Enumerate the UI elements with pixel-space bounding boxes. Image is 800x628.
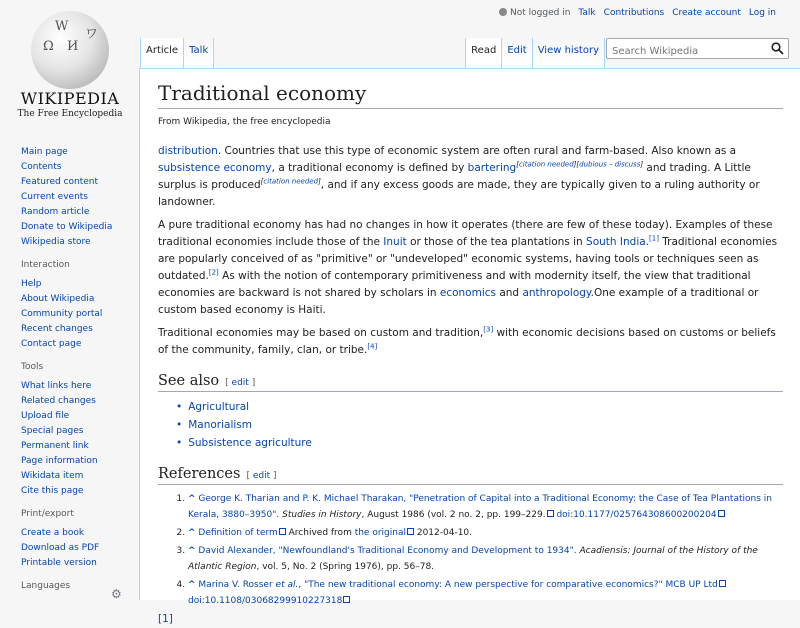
sidebar-link[interactable]: Permanent link (21, 441, 89, 451)
sidebar-item-help[interactable] (21, 277, 140, 292)
doi-link[interactable]: doi (188, 596, 202, 606)
sidebar-link[interactable]: Recent changes (21, 324, 93, 334)
text: and trading. A Little surplus is produced (158, 162, 751, 191)
sidebar-link[interactable]: Page information (21, 456, 98, 466)
talk-link[interactable]: Talk (578, 8, 596, 18)
section-edit: [ edit ] (246, 471, 277, 481)
edit-section-link[interactable]: edit (252, 471, 271, 481)
external-link-icon (407, 528, 414, 535)
page-title: Traditional economy (158, 81, 783, 109)
sidebar-item-community-portal[interactable] (21, 307, 140, 322)
sidebar-link[interactable]: Random article (21, 207, 90, 217)
sidebar-item-donate[interactable] (21, 220, 140, 235)
link-bartering[interactable]: bartering (467, 162, 517, 174)
sidebar-item-permanent-link[interactable] (21, 439, 140, 454)
sidebar-item-contents[interactable] (21, 160, 140, 175)
not-logged-in (499, 8, 570, 18)
sidebar-link[interactable]: Contents (21, 162, 62, 172)
wikipedia-logo[interactable] (0, 0, 140, 130)
reference-item (188, 577, 783, 609)
text: , a traditional economy is defined by (271, 162, 468, 174)
tab-article[interactable]: Article (140, 38, 183, 68)
sidebar-link[interactable]: Featured content (21, 177, 99, 187)
section-heading-see-also (158, 373, 783, 392)
user-icon (499, 8, 507, 16)
sidebar-link[interactable]: Current events (21, 192, 88, 202)
external-link-icon (547, 510, 554, 517)
backlink-caret[interactable]: ^ (188, 580, 196, 590)
sidebar-item-random-article[interactable] (21, 205, 140, 220)
sidebar-item-cite-this-page[interactable] (21, 484, 140, 499)
reference-external-link[interactable] (198, 580, 717, 590)
sidebar-print-export (21, 509, 140, 571)
sidebar-item-current-events[interactable] (21, 190, 140, 205)
sidebar (0, 140, 140, 603)
puzzle-globe-icon (31, 11, 109, 89)
sidebar-link[interactable]: What links here (21, 381, 92, 391)
sidebar-link[interactable]: About Wikipedia (21, 294, 95, 304)
log-in-link[interactable]: Log in (748, 8, 776, 18)
text: , "The new traditional economy: A new perspective for comparative economics?" MCB UP Ltd (298, 580, 718, 590)
link-manorialism[interactable]: Manorialism (188, 419, 252, 431)
external-link-icon (343, 596, 350, 603)
sidebar-interaction (21, 260, 140, 352)
sidebar-heading-print-export: Print/export (21, 509, 74, 519)
text: et al. (275, 580, 299, 590)
section-title: See also (158, 373, 220, 389)
text: or those of the tea plantations in (406, 236, 587, 248)
gear-icon[interactable]: ⚙ (111, 587, 122, 601)
sidebar-link[interactable]: Donate to Wikipedia (21, 222, 113, 232)
globe-glyph: И (67, 39, 79, 54)
link-inuit[interactable]: Inuit (383, 236, 407, 248)
dubious-link[interactable]: dubious – discuss (579, 160, 641, 169)
text: , August 1986 (vol. 2 no. 2, pp. 199–229. (361, 510, 546, 520)
view-tabs (465, 38, 605, 68)
reference-journal: Acadiensis: Journal of the History of the Atlantic Region (188, 546, 758, 572)
doi-value-link[interactable]: :10.1108/03068299910227318 (201, 596, 343, 606)
tab-read[interactable]: Read (465, 38, 501, 68)
sidebar-link[interactable]: Wikipedia store (21, 237, 91, 247)
namespace-tabs (140, 38, 214, 68)
reference-item (188, 491, 783, 523)
text: 2012-04-10. (413, 528, 473, 538)
sidebar-link[interactable]: Download as PDF (21, 543, 100, 553)
section-edit: [ edit ] (225, 378, 256, 388)
reference-item (188, 543, 783, 575)
sidebar-link[interactable]: Contact page (21, 339, 82, 349)
sidebar-link[interactable]: Wikidata item (21, 471, 84, 481)
reference-external-link[interactable]: David Alexander, "Newfoundland's Traditional Economy and Development to 1934". (198, 546, 577, 556)
sidebar-item-about[interactable] (21, 292, 140, 307)
sidebar-item-contact-page[interactable] (21, 337, 140, 352)
sidebar-item-store[interactable] (21, 235, 140, 250)
not-logged-in-label: Not logged in (510, 8, 571, 18)
citation-needed-tag: [citation needed] (260, 177, 321, 186)
sidebar-link[interactable]: Special pages (21, 426, 84, 436)
globe-glyph: W (55, 19, 69, 34)
paragraph-2: A pure traditional economy has had no changes in how it operates (there are few of these today). Examples of these traditional economies include those of the Inuit or those of the tea plantations in South India.[1] Traditional economies are popularly conceived of as "primitive" or "undeveloped" economic systems, having tools or techniques seen as outdated.[2] As with the notion of contemporary primitiveness and with modernity itself, the view that traditional economies are backward is not shared by scholars in economics and anthropology.One example of a traditional or custom based economy is Haiti. (158, 219, 778, 316)
sidebar-link[interactable]: Cite this page (21, 486, 84, 496)
link-agricultural[interactable]: Agricultural (188, 401, 250, 413)
link-subsistence-agriculture[interactable]: Subsistence agriculture (188, 437, 312, 449)
citation-needed-tag: [citation needed] (516, 160, 577, 169)
search-icon[interactable] (771, 42, 784, 55)
link-subsistence-economy[interactable]: subsistence economy (158, 162, 272, 174)
sidebar-tools (21, 362, 140, 499)
reference-link-3[interactable]: [3] (483, 325, 494, 334)
reference-item (188, 525, 783, 541)
contributions-link[interactable]: Contributions (603, 8, 665, 18)
globe-glyph: ワ (85, 27, 99, 42)
text: . Countries that use this type of economic system are often rural and farm-based. Also known as a (217, 145, 737, 157)
text: Marina V. Rosser (198, 580, 276, 590)
text: A pure traditional economy has had no changes in how it operates (there are few of these today). Examples of these traditional economies include those of the (158, 219, 773, 248)
tab-talk[interactable]: Talk (183, 38, 214, 68)
sidebar-heading-tools: Tools (21, 362, 44, 372)
link-south-india[interactable]: South India (586, 236, 646, 248)
search-box (606, 38, 789, 59)
create-account-link[interactable]: Create account (672, 8, 741, 18)
text: .One example of a traditional or custom based economy is Haiti. (158, 287, 759, 316)
article-body (158, 143, 783, 628)
list-item (176, 416, 783, 434)
list-item (176, 398, 783, 416)
doi-value-link[interactable]: :10.1177/025764308600200204 (570, 510, 717, 520)
original-link[interactable]: the original (354, 528, 406, 538)
sidebar-link[interactable]: Main page (21, 147, 68, 157)
reference-external-link[interactable]: George K. Tharian and P. K. Michael Tharakan, "Penetration of Capital into a Traditional Economy: the Case of Tea Plantations in Kerala, 3880–3950". (188, 494, 772, 520)
sidebar-item-what-links-here[interactable] (21, 379, 140, 394)
wikipedia-wordmark: WIKIPEDIA (20, 89, 120, 108)
footnote-link[interactable]: [1] (158, 613, 173, 625)
link-economics[interactable]: economics (439, 287, 496, 299)
sidebar-languages (21, 581, 140, 593)
text: As with the notion of contemporary primitiveness and with modernity itself, the view that traditional economies are backward is not shared by scholars in (158, 270, 751, 299)
sidebar-item-recent-changes[interactable] (21, 322, 140, 337)
sidebar-item-featured-content[interactable] (21, 175, 140, 190)
text: , and if any excess goods are made, they are typically given to a ruling authority or landowner. (158, 179, 760, 208)
text: Archived from (285, 528, 355, 538)
sidebar-link[interactable]: Help (21, 279, 42, 289)
sidebar-item-main-page[interactable] (21, 145, 140, 160)
citation-needed-link[interactable]: citation needed (518, 160, 574, 169)
sidebar-link[interactable]: Printable version (21, 558, 97, 568)
sidebar-item-upload-file[interactable] (21, 409, 140, 424)
backlink-caret[interactable]: ^ (188, 528, 196, 538)
sidebar-link[interactable]: Create a book (21, 528, 85, 538)
sidebar-heading-interaction: Interaction (21, 260, 70, 270)
sidebar-item-related-changes[interactable] (21, 394, 140, 409)
reference-journal: Studies in History (282, 510, 362, 520)
sidebar-link[interactable]: Community portal (21, 309, 103, 319)
text: with economic decisions based on customs or beliefs of the community, family, clan, or tribe. (158, 327, 776, 356)
external-link-icon (279, 528, 286, 535)
dubious-tag: [dubious – discuss] (576, 160, 644, 169)
citation-needed-link[interactable]: citation needed (263, 177, 319, 186)
backlink-caret[interactable]: ^ (188, 546, 196, 556)
external-link-icon (718, 510, 725, 517)
text: and (496, 287, 523, 299)
link-distribution[interactable]: distribution (158, 145, 218, 157)
sidebar-heading-languages: Languages (21, 581, 71, 591)
text: , vol. 5, No. 2 (Spring 1976), pp. 56–78. (256, 562, 435, 572)
reference-external-link[interactable]: Definition of term (198, 528, 278, 538)
external-link-icon (719, 580, 726, 587)
sidebar-item-page-information[interactable] (21, 454, 140, 469)
globe-glyph: Ω (43, 39, 54, 54)
sidebar-item-download-pdf[interactable] (21, 541, 140, 556)
edit-section-link[interactable]: edit (231, 378, 249, 388)
wikipedia-tagline: The Free Encyclopedia (17, 109, 123, 119)
personal-tools (499, 8, 776, 18)
see-also-list (176, 398, 783, 452)
site-subtitle: From Wikipedia, the free encyclopedia (158, 117, 331, 127)
reference-link-1[interactable]: [1] (649, 234, 659, 243)
sidebar-item-printable-version[interactable] (21, 556, 140, 571)
section-heading-references (158, 466, 783, 485)
section-title: References (158, 466, 241, 482)
main-content (139, 68, 800, 625)
text: Traditional economies are popularly conceived of as "primitive" or "undeveloped" economic systems, having tools or techniques seen as outdated. (158, 236, 778, 282)
sidebar-item-wikidata-item[interactable] (21, 469, 140, 484)
link-anthropology[interactable]: anthropology (522, 287, 591, 299)
paragraph-3 (158, 325, 783, 359)
search-input[interactable] (607, 43, 767, 60)
references-list (188, 491, 783, 609)
sidebar-link[interactable]: Related changes (21, 396, 96, 406)
doi-link[interactable]: doi (556, 510, 571, 520)
reference-link-2[interactable]: [2] (208, 268, 219, 277)
list-item (176, 434, 783, 452)
tab-view-history[interactable]: View history (532, 38, 605, 68)
reference-link-4[interactable]: [4] (367, 342, 378, 351)
sidebar-item-create-book[interactable] (21, 526, 140, 541)
tab-edit[interactable]: Edit (501, 38, 531, 68)
paragraph-1 (158, 143, 783, 211)
sidebar-navigation (21, 145, 140, 250)
text: Traditional economies may be based on custom and tradition, (158, 327, 484, 339)
backlink-caret[interactable]: ^ (188, 494, 196, 504)
sidebar-item-special-pages[interactable] (21, 424, 140, 439)
sidebar-link[interactable]: Upload file (21, 411, 70, 421)
